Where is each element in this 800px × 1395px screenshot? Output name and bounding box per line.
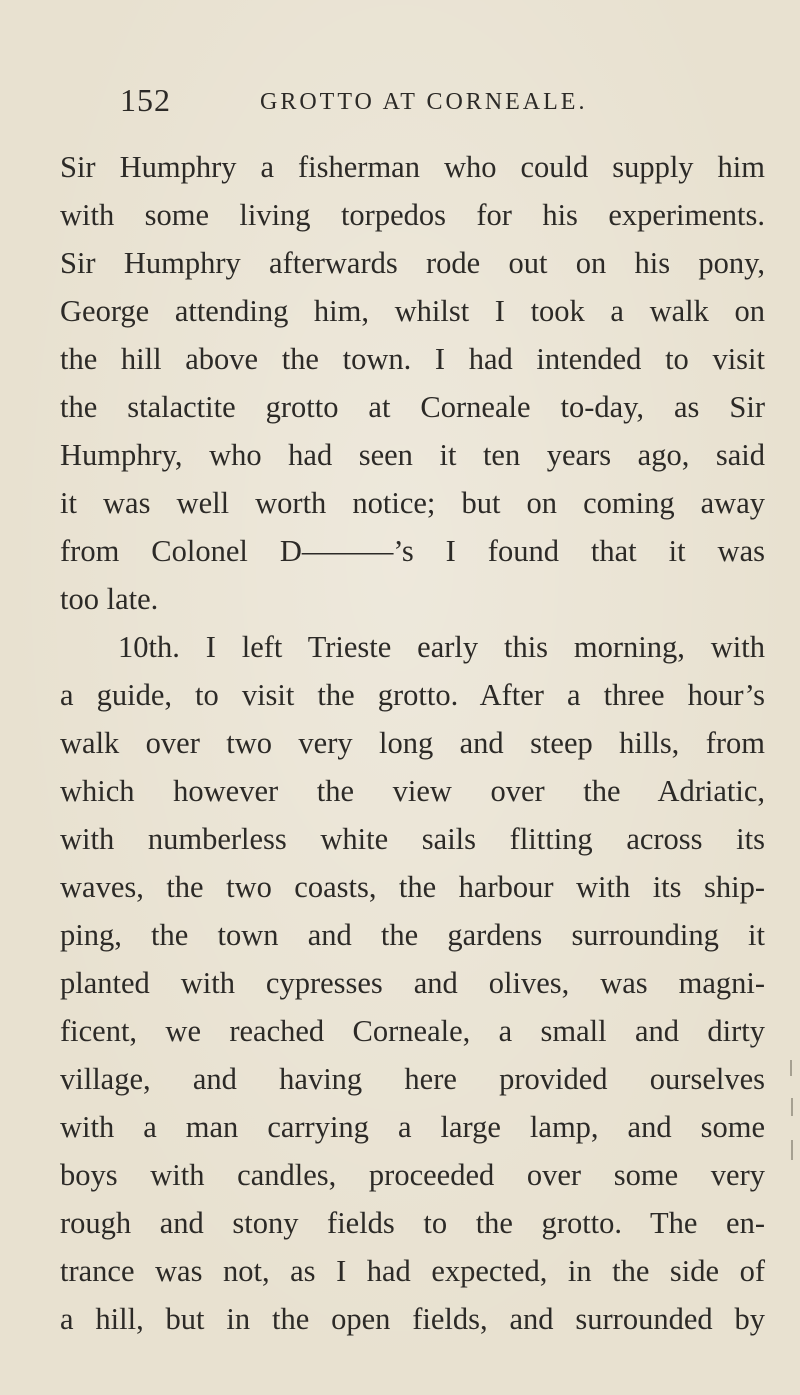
text-line: waves, the two coasts, the harbour with its ship- bbox=[60, 870, 765, 904]
text-line: rough and stony fields to the grotto. The en- bbox=[60, 1206, 765, 1240]
text-line: ping, the town and the gardens surrounding it bbox=[60, 918, 765, 952]
text-line: planted with cypresses and olives, was magni- bbox=[60, 966, 765, 1000]
text-line: with numberless white sails flitting across its bbox=[60, 822, 765, 856]
text-line: 10th. I left Trieste early this morning, with bbox=[118, 630, 765, 664]
text-line: too late. bbox=[60, 582, 159, 616]
text-line: with some living torpedos for his experiments. bbox=[60, 198, 765, 232]
page-header bbox=[120, 82, 780, 122]
text-line: a guide, to visit the grotto. After a three hour’s bbox=[60, 678, 765, 712]
text-line: a hill, but in the open fields, and surrounded by bbox=[60, 1302, 765, 1336]
text-line: walk over two very long and steep hills, from bbox=[60, 726, 765, 760]
text-line: with a man carrying a large lamp, and some bbox=[60, 1110, 765, 1144]
text-line: it was well worth notice; but on coming away bbox=[60, 486, 765, 520]
text-line: ficent, we reached Corneale, a small and dirty bbox=[60, 1014, 765, 1048]
text-line: the stalactite grotto at Corneale to-day, as Sir bbox=[60, 390, 765, 424]
running-title: GROTTO AT CORNEALE. bbox=[260, 89, 588, 115]
text-line: the hill above the town. I had intended to visit bbox=[60, 342, 765, 376]
text-line: trance was not, as I had expected, in the side of bbox=[60, 1254, 765, 1288]
text-line: Sir Humphry a fisherman who could supply him bbox=[60, 150, 765, 184]
text-line: Sir Humphry afterwards rode out on his pony, bbox=[60, 246, 765, 280]
text-line: George attending him, whilst I took a walk on bbox=[60, 294, 765, 328]
text-line: Humphry, who had seen it ten years ago, said bbox=[60, 438, 765, 472]
page-number: 152 bbox=[120, 82, 171, 118]
edge-mark bbox=[791, 1140, 793, 1160]
text-line: boys with candles, proceeded over some very bbox=[60, 1158, 765, 1192]
text-line: from Colonel D———’s I found that it was bbox=[60, 534, 765, 568]
text-line: which however the view over the Adriatic, bbox=[60, 774, 765, 808]
edge-mark bbox=[791, 1098, 793, 1116]
text-line: village, and having here provided ourselves bbox=[60, 1062, 765, 1096]
edge-mark bbox=[790, 1060, 792, 1076]
